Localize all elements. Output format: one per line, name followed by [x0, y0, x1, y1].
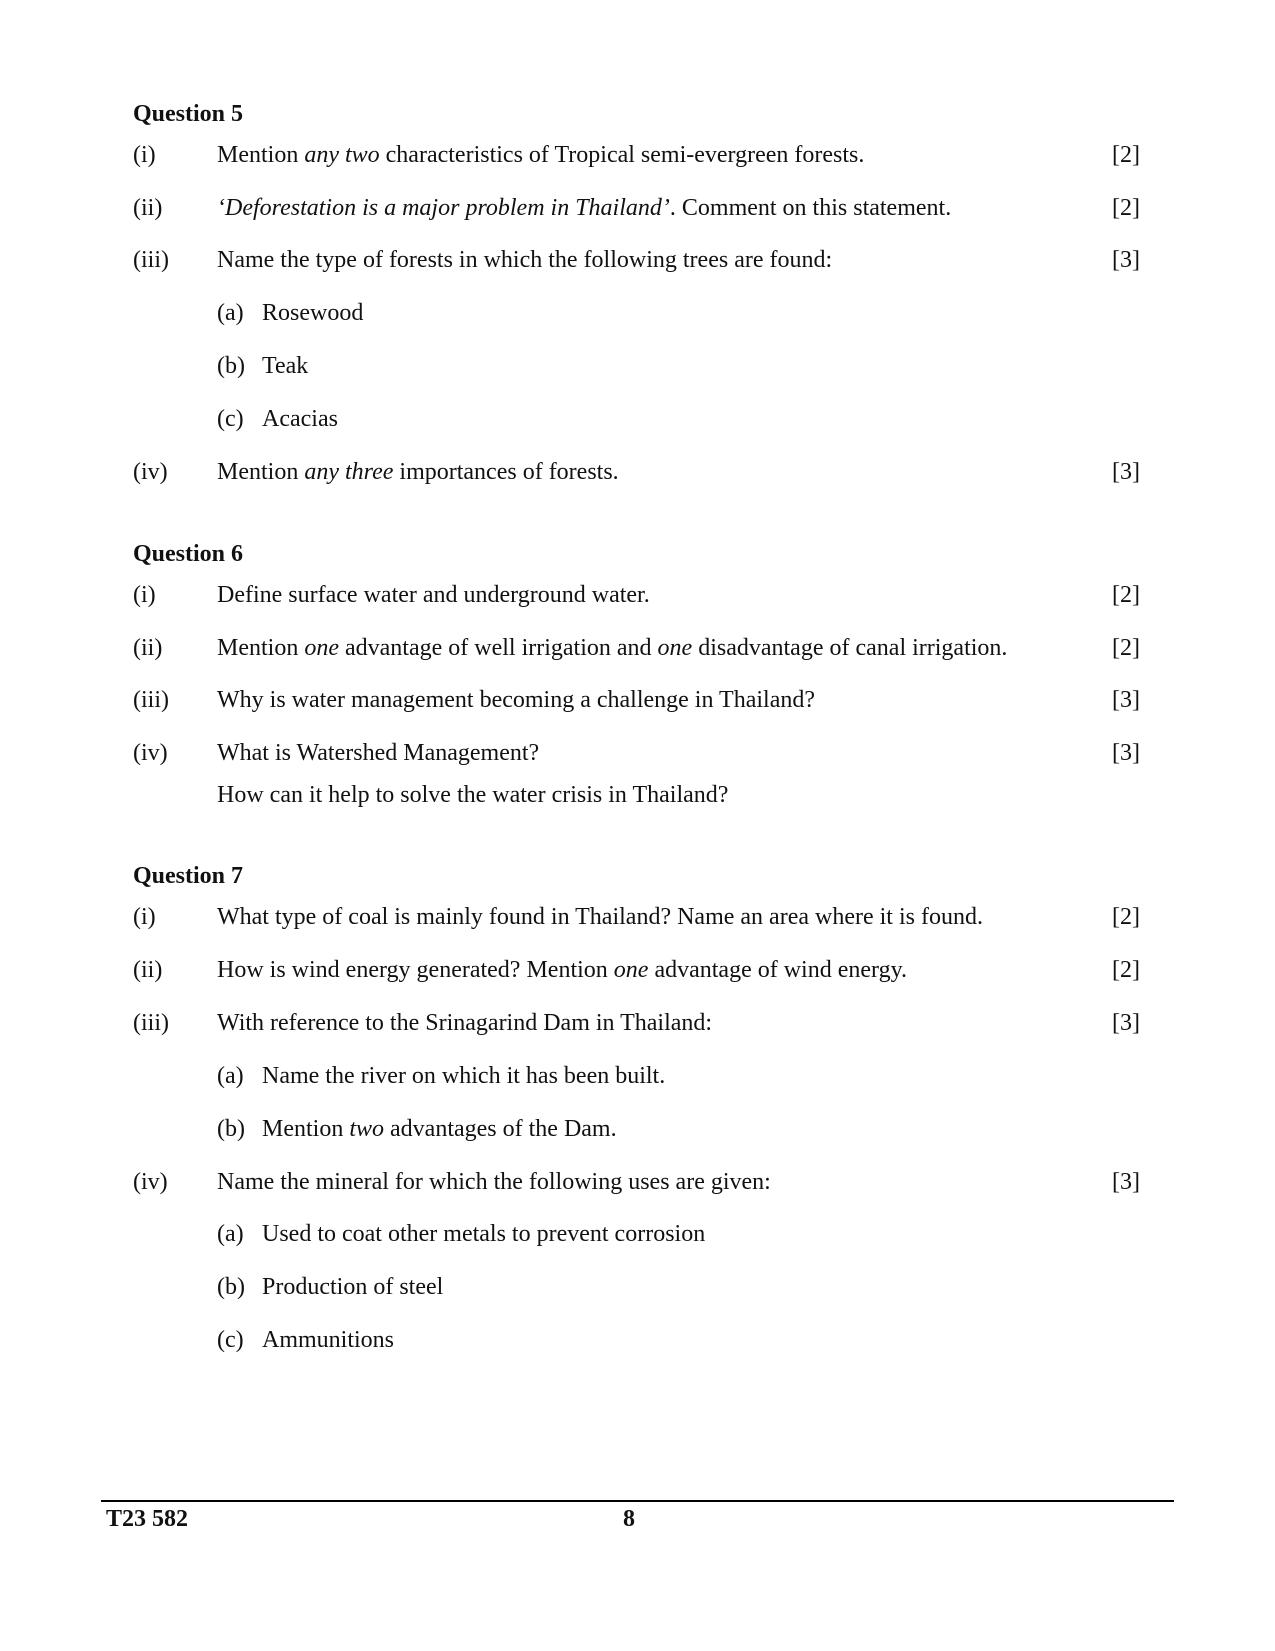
item-text: What type of coal is mainly found in Thailand? Name an area where it is found.: [217, 904, 983, 930]
sub-text: Used to coat other metals to prevent corrosion: [262, 1221, 706, 1247]
q5-item-i: [0, 137, 1275, 173]
sub-text: Rosewood: [262, 300, 364, 326]
item-number: (iii): [133, 247, 169, 273]
item-marks: [3]: [1112, 687, 1140, 713]
paper-code: T23 582: [106, 1506, 189, 1532]
sub-label: (b): [217, 1274, 245, 1300]
item-text: Mention one advantage of well irrigation and one disadvantage of canal irrigation.: [217, 635, 1008, 661]
item-marks: [2]: [1112, 582, 1140, 608]
sub-label: (a): [217, 1063, 244, 1089]
item-marks: [3]: [1112, 247, 1140, 273]
item-text: With reference to the Srinagarind Dam in Thailand:: [217, 1010, 713, 1036]
q7-item-i: [0, 899, 1275, 935]
item-number: (iv): [133, 459, 168, 485]
question-5-heading: Question 5: [133, 101, 244, 127]
q7-item-iv: [0, 1164, 1275, 1200]
item-number: (ii): [133, 635, 163, 661]
item-text: Name the type of forests in which the following trees are found:: [217, 247, 833, 273]
sub-label: (c): [217, 406, 244, 432]
q7-iii-sub-a: [0, 1058, 1275, 1094]
item-marks: [3]: [1112, 1169, 1140, 1195]
q5-iii-sub-b: [0, 348, 1275, 384]
item-marks: [2]: [1112, 904, 1140, 930]
q7-item-iii: [0, 1005, 1275, 1041]
item-number: (i): [133, 582, 156, 608]
item-number: (iv): [133, 740, 168, 766]
sub-text: Ammunitions: [262, 1327, 395, 1353]
page-number: 8: [623, 1506, 635, 1532]
q7-iv-sub-b: [0, 1269, 1275, 1305]
item-number: (i): [133, 904, 156, 930]
item-number: (i): [133, 142, 156, 168]
item-marks: [3]: [1112, 459, 1140, 485]
footer-divider: [101, 1500, 1174, 1502]
item-marks: [3]: [1112, 1010, 1140, 1036]
item-marks: [2]: [1112, 635, 1140, 661]
item-number: (iv): [133, 1169, 168, 1195]
item-text: Why is water management becoming a challenge in Thailand?: [217, 687, 815, 713]
item-text: What is Watershed Management?: [217, 740, 540, 766]
q7-iii-sub-b: [0, 1111, 1275, 1147]
q5-item-iii: [0, 242, 1275, 278]
sub-label: (c): [217, 1327, 244, 1353]
item-text: Mention any two characteristics of Tropical semi-evergreen forests.: [217, 142, 865, 168]
item-text: Mention any three importances of forests.: [217, 459, 619, 485]
item-text: Define surface water and underground water.: [217, 582, 650, 608]
item-number: (iii): [133, 1010, 169, 1036]
question-6-heading: Question 6: [133, 541, 244, 567]
sub-label: (a): [217, 1221, 244, 1247]
sub-text: Teak: [262, 353, 309, 379]
sub-label: (b): [217, 353, 245, 379]
q5-iii-sub-c: [0, 401, 1275, 437]
q6-item-iv-continuation: [0, 777, 1275, 813]
sub-text: Mention two advantages of the Dam.: [262, 1116, 617, 1142]
item-marks: [2]: [1112, 142, 1140, 168]
item-marks: [3]: [1112, 740, 1140, 766]
sub-label: (a): [217, 300, 244, 326]
question-7-heading: Question 7: [133, 863, 244, 889]
sub-label: (b): [217, 1116, 245, 1142]
item-marks: [2]: [1112, 195, 1140, 221]
item-marks: [2]: [1112, 957, 1140, 983]
q7-iv-sub-a: [0, 1216, 1275, 1252]
q7-iv-sub-c: [0, 1322, 1275, 1358]
item-number: (iii): [133, 687, 169, 713]
item-text: How can it help to solve the water crisis in Thailand?: [217, 782, 729, 808]
sub-text: Production of steel: [262, 1274, 444, 1300]
item-number: (ii): [133, 957, 163, 983]
q5-item-iv: [0, 454, 1275, 490]
q5-iii-sub-a: [0, 295, 1275, 331]
sub-text: Name the river on which it has been built.: [262, 1063, 666, 1089]
item-number: (ii): [133, 195, 163, 221]
q5-item-ii: [0, 190, 1275, 226]
q6-item-ii: [0, 630, 1275, 666]
sub-text: Acacias: [262, 406, 338, 432]
item-text: How is wind energy generated? Mention one advantage of wind energy.: [217, 957, 908, 983]
item-text: ‘Deforestation is a major problem in Thailand’. Comment on this statement.: [217, 195, 952, 221]
q6-item-iv: [0, 735, 1275, 771]
q6-item-iii: [0, 682, 1275, 718]
item-text: Name the mineral for which the following uses are given:: [217, 1169, 771, 1195]
q6-item-i: [0, 577, 1275, 613]
q7-item-ii: [0, 952, 1275, 988]
